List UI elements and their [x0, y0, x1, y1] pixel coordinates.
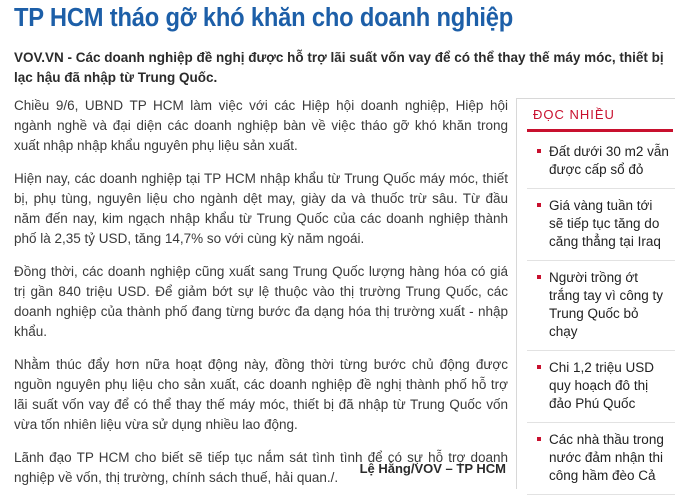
most-read-item[interactable] — [527, 189, 675, 261]
most-read-item[interactable] — [527, 261, 675, 351]
bullet-icon — [537, 203, 541, 207]
sidebar-title: ĐỌC NHIỀU — [533, 107, 615, 122]
article-sapo — [14, 48, 670, 88]
most-read-link[interactable]: Người trồng ớt trắng tay vì công ty Trung Quốc bỏ chạy — [549, 270, 664, 339]
article-paragraph: Hiện nay, các doanh nghiệp tại TP HCM nhập khẩu từ Trung Quốc máy móc, thiết bị, phụ tùng, nguyên liệu cho ngành dệt may, giày da và thuốc trừ sâu. Từ đầu năm đến nay, kim ngạch nhập khẩu từ Trung Quốc của các doanh nghiệp thành phố là 2,35 tỷ USD, tăng 14,7% so với cùng kỳ năm ngoái. — [14, 171, 508, 246]
article-body — [14, 96, 508, 501]
bullet-icon — [537, 365, 541, 369]
article-byline: Lệ Hằng/VOV – TP HCM — [359, 461, 506, 476]
source-label: VOV.VN — [14, 50, 64, 65]
most-read-sidebar — [516, 98, 675, 489]
most-read-link[interactable]: Giá vàng tuần tới sẽ tiếp tục tăng do căng thẳng tại Iraq — [549, 198, 661, 249]
most-read-link[interactable]: Đất dưới 30 m2 vẫn được cấp sổ đỏ — [549, 144, 669, 177]
bullet-icon — [537, 437, 541, 441]
most-read-item[interactable] — [527, 351, 675, 423]
article-title: TP HCM tháo gỡ khó khăn cho doanh nghiệp — [14, 4, 514, 32]
article-paragraph: Chiều 9/6, UBND TP HCM làm việc với các Hiệp hội doanh nghiệp, Hiệp hội ngành nghề và đại diện các doanh nghiệp bàn về việc tháo gỡ khó khăn trong xuất nhập nhập khẩu nguyên phụ liệu sản xuất. — [14, 98, 508, 153]
bullet-icon — [537, 275, 541, 279]
sapo-text: - Các doanh nghiệp đề nghị được hỗ trợ lãi suất vốn vay để có thể thay thế máy móc, thiết bị lạc hậu đã nhập từ Trung Quốc. — [14, 50, 664, 85]
article-paragraph: Đồng thời, các doanh nghiệp cũng xuất sang Trung Quốc lượng hàng hóa có giá trị gần 840 triệu USD. Để giảm bớt sự lệ thuộc vào thị trường Trung Quốc, các doanh nghiệp của thành phố đang từng bước đa dạng hóa thị trường xuất - nhập khẩu. — [14, 264, 508, 339]
most-read-item[interactable] — [527, 132, 675, 189]
article-paragraph: Lãnh đạo TP HCM cho biết sẽ tiếp tục nắm sát tình tình để có sự hỗ trợ doanh nghiệp về vốn, thị trường, chính sách thuế, hải quan./. — [14, 450, 508, 485]
article-paragraph: Nhằm thúc đẩy hơn nữa hoạt động này, đồng thời từng bước chủ động được nguồn nguyên phụ liệu cho sản xuất, các doanh nghiệp đề nghị thành phố hỗ trợ lãi suất vốn vay để có thể thay thế máy móc, thiết bị đã nhập từ Trung Quốc vốn vừa tốn nhiên liệu vừa sử dụng nhiều lao động. — [14, 357, 508, 432]
bullet-icon — [537, 149, 541, 153]
most-read-item[interactable] — [527, 423, 675, 495]
most-read-link[interactable]: Chi 1,2 triệu USD quy hoạch đô thị đảo Phú Quốc — [549, 360, 655, 411]
most-read-link[interactable]: Các nhà thầu trong nước đảm nhận thi công hầm đèo Cả — [549, 432, 664, 483]
most-read-list — [517, 132, 675, 495]
